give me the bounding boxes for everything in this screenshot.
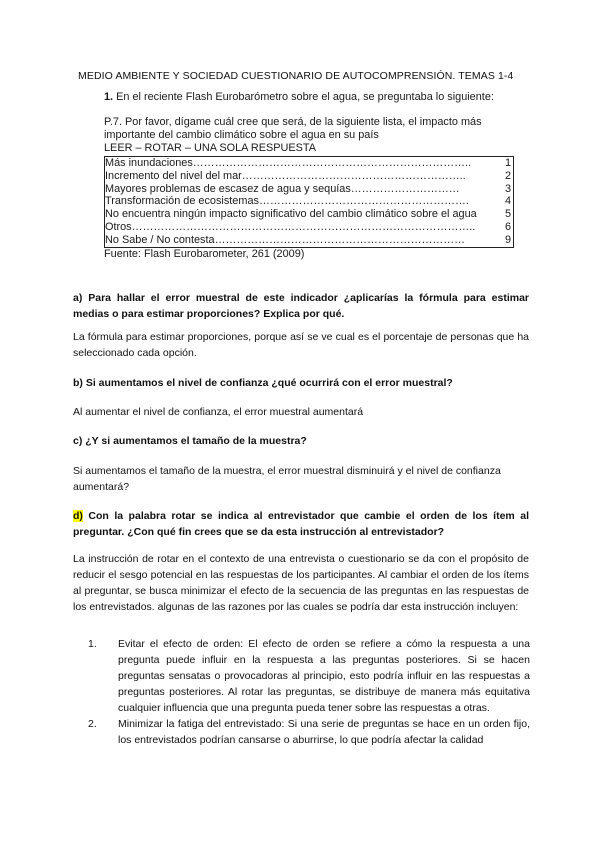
survey-option-label: No encuentra ningún impacto significativo del cambio climático sobre el agua — [105, 208, 477, 221]
answer-c: Si aumentamos el tamaño de la muestra, el error muestral disminuirá y el nivel de confianza aumentará? — [73, 465, 501, 493]
survey-option — [105, 157, 513, 170]
survey-instruction: LEER – ROTAR – UNA SOLA RESPUESTA — [104, 142, 317, 154]
survey-source: Fuente: Flash Eurobarometer, 261 (2009) — [104, 247, 305, 260]
document-header: MEDIO AMBIENTE Y SOCIEDAD CUESTIONARIO DE AUTOCOMPRENSIÓN. TEMAS 1-4 — [78, 70, 514, 82]
list-item-text: Evitar el efecto de orden: El efecto de orden se refiere a cómo la respuesta a una pregunta puede influir en la respuesta a las preguntas posteriores. Si se hacen preguntas sensatas o provocadoras al principio, esto podría influir en las respuestas a preguntas posteriores. Al rotar las preguntas, se distribuye de manera más equitativa cualquier influencia que una pregunta pueda tener sobre las respuestas a otras. — [118, 638, 530, 714]
survey-excerpt-image — [104, 91, 514, 261]
survey-option — [105, 221, 513, 234]
answer-a: La fórmula para estimar proporciones, porque así se ve cual es el porcentaje de personas que ha seleccionado cada opción. — [73, 331, 529, 359]
survey-option-code: 5 — [504, 208, 511, 221]
survey-option — [105, 234, 513, 247]
list-item — [88, 716, 530, 748]
list-item-number: 2. — [88, 718, 97, 730]
list-item-text: Minimizar la fatiga del entrevistado: Si una serie de preguntas se hace en un orden fijo, los entrevistados podrían cansarse o aburrirse, lo que podría afectar la calidad — [118, 718, 530, 746]
survey-option-code: 6 — [504, 220, 511, 233]
list-item — [88, 636, 530, 716]
survey-option — [105, 195, 513, 208]
survey-option-code: 9 — [504, 233, 511, 246]
answer-b: Al aumentar el nivel de confianza, el error muestral aumentará — [73, 406, 364, 418]
survey-option-code: 2 — [504, 169, 511, 182]
survey-option-label: Incremento del nivel del mar…………………………………………………….. — [105, 169, 466, 182]
survey-question-intro — [104, 91, 514, 104]
list-item-number: 1. — [88, 638, 97, 650]
survey-options-box — [104, 156, 514, 248]
survey-option-label: Transformación de ecosistemas…………………………………………………. — [105, 195, 469, 208]
survey-option-label: Otros………………………………………………………………………………….. — [105, 220, 476, 233]
survey-question-number: 1. — [104, 91, 114, 103]
survey-option-label: Mayores problemas de escasez de agua y sequías………………………… — [105, 182, 460, 195]
survey-option — [105, 208, 513, 221]
survey-option-code: 4 — [504, 195, 511, 208]
survey-option-code: 1 — [504, 157, 511, 169]
survey-question-text: En el reciente Flash Eurobarómetro sobre el agua, se preguntaba lo siguiente: — [116, 91, 494, 103]
reasons-list — [88, 636, 530, 748]
survey-option-code: 3 — [504, 182, 511, 195]
question-d-text: Con la palabra rotar se indica al entrevistador que cambie el orden de los ítem al preguntar. ¿Con qué fin crees que se da esta instrucción al entrevistador? — [73, 510, 530, 538]
question-d — [73, 508, 529, 540]
question-a: a) Para hallar el error muestral de este indicador ¿aplicarías la fórmula para estimar medias o para estimar proporciones? Explica por qué. — [73, 292, 529, 320]
survey-option — [105, 183, 513, 196]
question-d-label: d) — [73, 510, 83, 522]
question-b: b) Si aumentamos el nivel de confianza ¿qué ocurrirá con el error muestral? — [73, 377, 453, 389]
survey-option-label: Más inundaciones………………………………………………………………….. — [105, 157, 472, 169]
survey-option-label: No Sabe / No contesta…………………………………………………………… — [105, 233, 466, 246]
survey-option — [105, 170, 513, 183]
question-c: c) ¿Y si aumentamos el tamaño de la muestra? — [73, 435, 307, 447]
survey-prompt: P.7. Por favor, dígame cuál cree que será, de la siguiente lista, el impacto más importante del cambio climático sobre el agua en su país — [104, 116, 482, 141]
answer-d: La instrucción de rotar en el contexto de una entrevista o cuestionario se da con el propósito de reducir el sesgo potencial en las respuestas de los participantes. Al cambiar el orden de los ítems al preguntar, se busca minimizar el efecto de la secuencia de las preguntas en las respuestas de los entrevistados. algunas de las razones por las cuales se podría dar esta instrucción incluyen: — [73, 553, 529, 613]
